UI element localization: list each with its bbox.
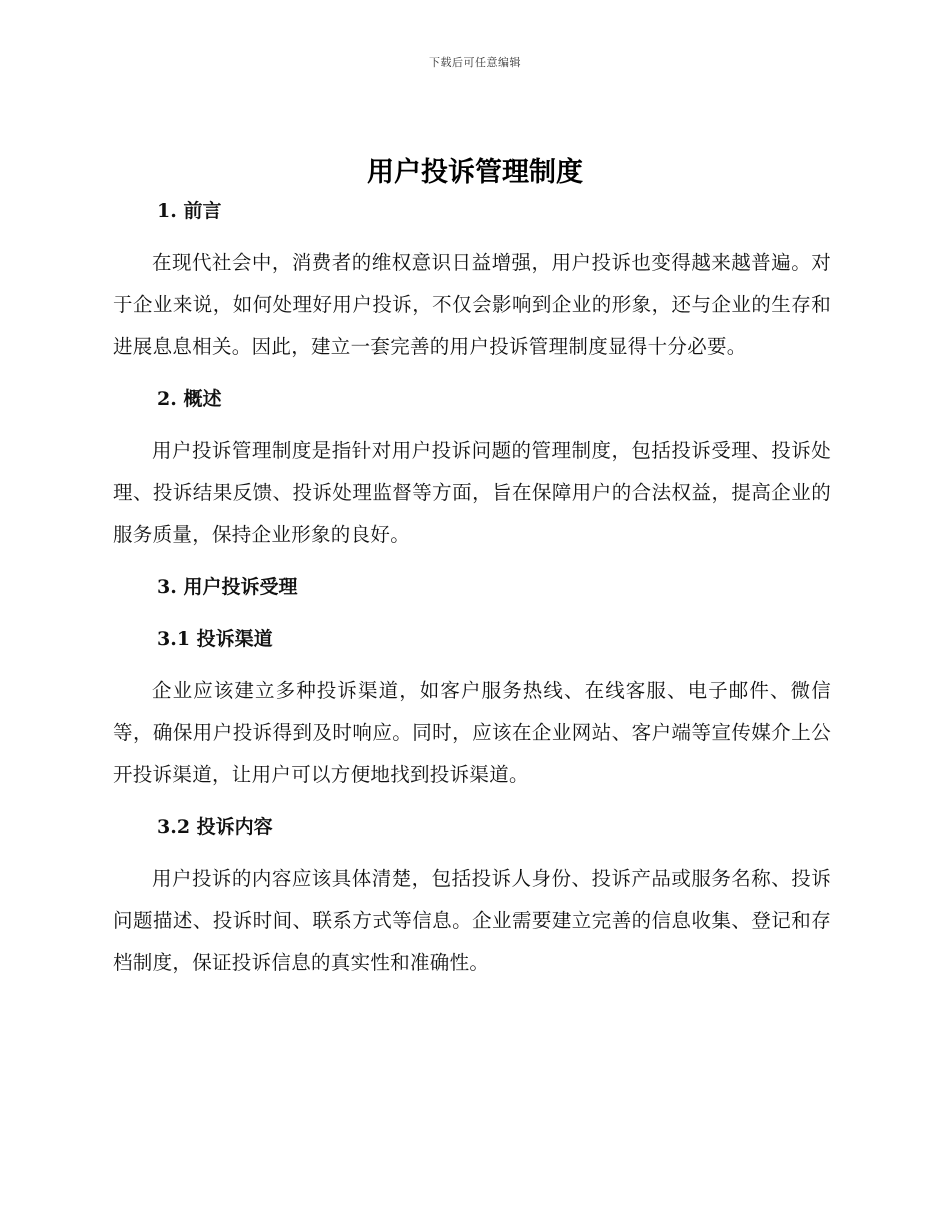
- document-title: 用户投诉管理制度: [367, 157, 583, 188]
- section-paragraph-overview: 用户投诉管理制度是指针对用户投诉问题的管理制度，包括投诉受理、投诉处理、投诉结果反馈、投诉处理监督等方面，旨在保障用户的合法权益，提高企业的服务质量，保持企业形象的良好。: [113, 439, 831, 546]
- section-heading-complaint-content: 3.2 投诉内容: [157, 816, 273, 838]
- section-paragraph-preface: 在现代社会中，消费者的维权意识日益增强，用户投诉也变得越来越普遍。对于企业来说，如何处理好用户投诉，不仅会影响到企业的形象，还与企业的生存和进展息息相关。因此，建立一套完善的用户投诉管理制度显得十分必要。: [113, 251, 831, 358]
- section-heading-complaint-acceptance: 3. 用户投诉受理: [157, 576, 298, 598]
- document-body: [113, 196, 831, 984]
- section-heading-complaint-channels: 3.1 投诉渠道: [157, 628, 273, 650]
- header-note: 下载后可任意编辑: [429, 56, 521, 69]
- section-paragraph-complaint-content: 用户投诉的内容应该具体清楚，包括投诉人身份、投诉产品或服务名称、投诉问题描述、投诉时间、联系方式等信息。企业需要建立完善的信息收集、登记和存档制度，保证投诉信息的真实性和准确性。: [113, 867, 831, 974]
- section-paragraph-complaint-channels: 企业应该建立多种投诉渠道，如客户服务热线、在线客服、电子邮件、微信等，确保用户投诉得到及时响应。同时，应该在企业网站、客户端等宣传媒介上公开投诉渠道，让用户可以方便地找到投诉渠道。: [113, 679, 831, 786]
- section-heading-preface: 1. 前言: [157, 200, 222, 222]
- section-heading-overview: 2. 概述: [157, 388, 222, 410]
